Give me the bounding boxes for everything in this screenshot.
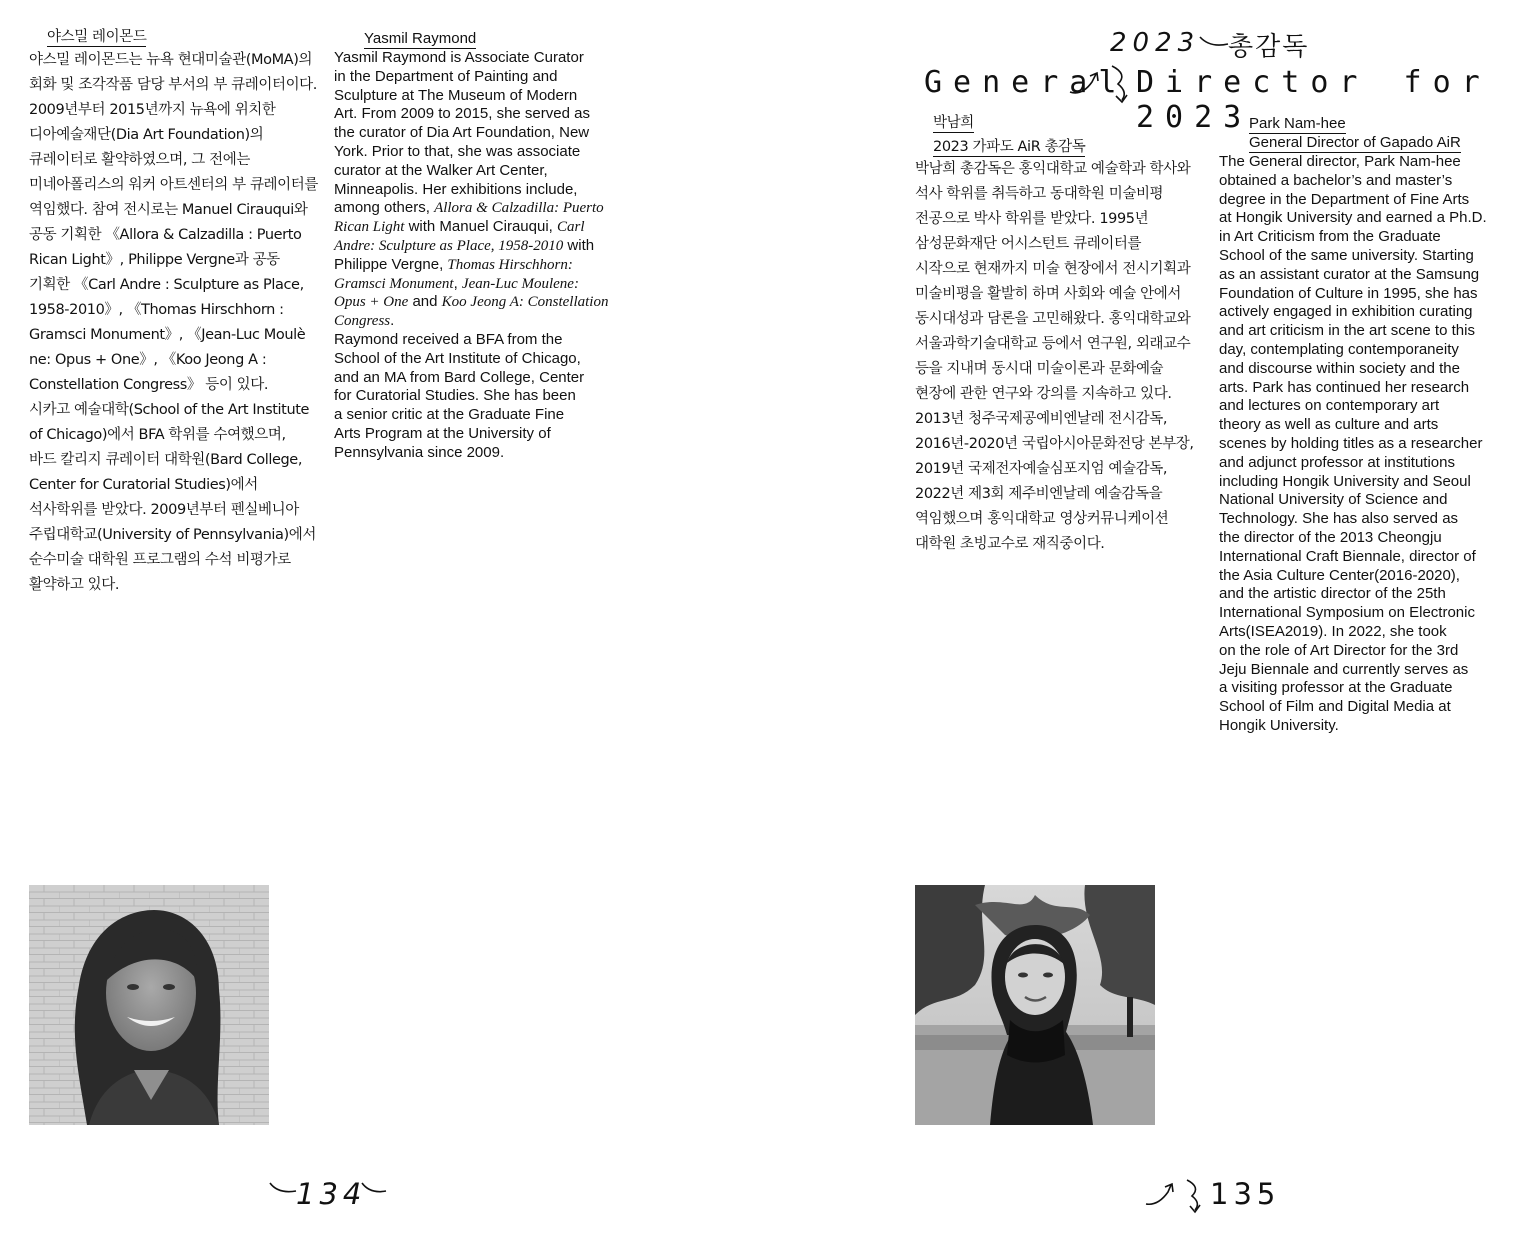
exhibition-title-italic: Allora & Calzadilla: Puerto Rican Light bbox=[334, 200, 604, 236]
korean-director-name: 박남희 bbox=[933, 115, 974, 131]
korean-director-bio: 박남희 총감독은 홍익대학교 예술학과 학사와 석사 학위를 취득하고 동대학원 미술비평 전공으로 박사 학위를 받았다. 1995년 삼성문화재단 어시스턴트 큐레이터를 시작으로 현재까지 미술 현장에서 전시기획과 미술비평을 활발히 하며 사회와 예술 안에서 동시대성과 담론을 고민해왔다. 홍익대학교와 서울과학기술대학교 등에서 연구원, 외래교수 등을 지내며 동시대 미술이론과 문화예술 현장에 관한 연구와 강의를 지속하고 있다. 2013년 청주국제공예비엔날레 전시감독, 2016년-2020년 국립아시아문화전당 본부장, 2019년 국제전자예술심포지엄 예술감독, 2022년 제3회 제주비엔날레 예술감독을 역임했으며 홍익대학교 영상커뮤니케이션 대학원 초빙교수로 재직중이다. bbox=[915, 161, 1194, 552]
left-english-column bbox=[334, 30, 624, 463]
right-english-column bbox=[1219, 115, 1519, 736]
exhibition-title-italic: Carl Andre: Sculpture as Place, 1958-2010 bbox=[334, 219, 585, 254]
right-korean-column bbox=[915, 114, 1205, 557]
page-down-bracket-icon bbox=[1183, 1178, 1205, 1214]
exhibition-title-italic: Koo Jeong A: Constellation Congress bbox=[334, 294, 609, 330]
english-director-role: General Director of Gapado AiR bbox=[1249, 134, 1461, 151]
down-bracket-arrow-icon bbox=[1108, 64, 1132, 104]
left-page-number: 134 bbox=[296, 1177, 367, 1211]
title-korean: 총감독 bbox=[1228, 32, 1310, 62]
title-korean-year: 2023 bbox=[1110, 28, 1201, 58]
english-name-heading: Yasmil Raymond bbox=[364, 30, 477, 47]
left-swoosh-icon bbox=[268, 1180, 298, 1196]
curl-arrow-icon bbox=[1068, 70, 1104, 100]
title-swoosh-icon bbox=[1198, 34, 1230, 50]
english-education-paragraph: Raymond received a BFA from the School of the Art Institute of Chicago, and an MA from Bard College, Center for Curatorial Studies. She has been a senior critic at the Graduate Fine Arts Program at the University of Pennsylvania since 2009. bbox=[334, 330, 585, 461]
title-english-director: Director for 2023 bbox=[1136, 65, 1491, 135]
exhibition-title-italic: Jean-Luc Moulene: Opus + One bbox=[334, 275, 579, 311]
korean-bio-text: 야스밀 레이몬드는 뉴욕 현대미술관(MoMA)의 회화 및 조각작품 담당 부서의 부 큐레이터이다. 2009년부터 2015년까지 뉴욕에 위치한 디아예술재단(Dia Art Foundation)의 큐레이터로 활약하였으며, 그 전에는 미네아폴리스의 워커 아트센터의 부 큐레이터를 역임했다. 참여 전시로는 Manuel Cirauqui와 공동 기획한 《Allora & Calzadilla : Puerto Rican Light》, Philippe Vergne과 공동 기획한 《Carl Andre : Sculpture as Place, 1958-2010》, 《Thomas Hirschhorn : Gramsci Monument》, 《Jean-Luc Moulè ne: Opus + One》, 《Koo Jeong A : Constellation Congress》 등이 있다. 시카고 예술대학(School of the Art Institute of Chicago)에서 BFA 학위를 수여했으며, 바드 칼리지 큐레이터 대학원(Bard College, Center for Curatorial Studies)에서 석사학위를 받았다. 2009년부터 펜실베니아 주립대학교(University of Pennsylvania)에서 순수미술 대학원 프로그램의 수석 비평가로 활약하고 있다. bbox=[29, 52, 318, 593]
korean-director-role: 2023 가파도 AiR 총감독 bbox=[933, 139, 1086, 155]
korean-name-heading: 야스밀 레이몬드 bbox=[47, 29, 147, 45]
park-nam-hee-portrait bbox=[915, 885, 1155, 1125]
english-bio-paragraph: Yasmil Raymond is Associate Curator in the Department of Painting and Sculpture at The Museum of Modern Art. From 2009 to 2015, she served as the curator of Dia Art Foundation, New York. Prior to that, she was associate curator at the Walker Art Center, Minneapolis. Her exhibitions include, among others, Allora & Calzadilla: Puerto Rican Light with Manuel Cirauqui, Carl Andre: Sculpture as Place, 1958-2010 with Philippe Vergne, Thomas Hirschhorn: Gramsci Monument, Jean-Luc Moulene: Opus + One and Koo Jeong A: Constellation Congress. bbox=[334, 49, 609, 330]
title-english-general: General bbox=[924, 65, 1128, 100]
right-page-number: 135 bbox=[1210, 1177, 1281, 1211]
page-curl-arrow-icon bbox=[1144, 1182, 1178, 1208]
english-director-name: Park Nam-hee bbox=[1249, 115, 1346, 132]
exhibition-title-italic: Thomas Hirschhorn: Gramsci Monument bbox=[334, 256, 573, 292]
left-korean-column bbox=[29, 28, 319, 598]
yasmil-raymond-portrait bbox=[29, 885, 269, 1125]
right-swoosh-icon bbox=[360, 1180, 388, 1196]
english-director-bio: The General director, Park Nam-hee obtained a bachelor’s and master’s degree in the Department of Fine Arts at Hongik University and earned a Ph.D. in Art Criticism from the Graduate School of the same university. Starting as an assistant curator at the Samsung Foundation of Culture in 1995, she has actively engaged in exhibition curating and art criticism in the art scene to this day, contemplating contemporaneity and discourse within society and the arts. Park has continued her research and lectures on contemporary art theory as well as culture and arts scenes by holding titles as a researcher and adjunct professor at institutions including Hongik University and Seoul National University of Science and Technology. She has also served as the director of the 2013 Cheongju International Craft Biennale, director of the Asia Culture Center(2016-2020), and the artistic director of the 25th International Symposium on Electronic Arts(ISEA2019). In 2022, she took on the role of Art Director for the 3rd Jeju Biennale and currently serves as a visiting professor at the Graduate School of Film and Digital Media at Hongik University. bbox=[1219, 153, 1487, 734]
